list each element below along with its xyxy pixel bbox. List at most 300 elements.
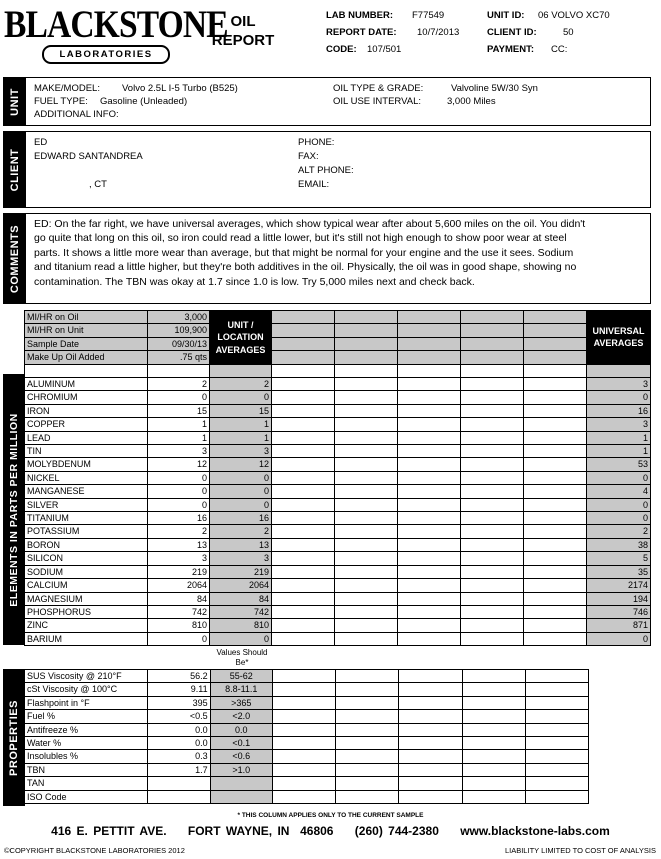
blank-cell <box>335 324 398 337</box>
universal-average-header: UNIVERSAL AVERAGES <box>587 311 651 365</box>
element-universal-average: 0 <box>587 471 651 484</box>
property-value: 9.11 <box>148 683 210 696</box>
blank-cell <box>399 710 462 723</box>
element-value: 13 <box>148 538 210 551</box>
property-value: 0.0 <box>148 723 210 736</box>
element-row <box>25 605 651 618</box>
property-name: Antifreeze % <box>25 723 148 736</box>
property-should-be <box>210 777 272 790</box>
code-label: CODE: <box>326 44 357 55</box>
blank-cell <box>335 565 398 578</box>
blank-cell <box>336 710 399 723</box>
element-universal-average: 0 <box>587 498 651 511</box>
blank-cell <box>524 391 587 404</box>
phone-label: PHONE: <box>298 137 335 148</box>
blank-cell <box>398 324 461 337</box>
blank-cell <box>398 391 461 404</box>
blank-cell <box>272 525 335 538</box>
element-value: 0 <box>148 632 210 645</box>
element-unit-average: 1 <box>210 418 272 431</box>
blank-cell <box>272 351 335 364</box>
property-name: SUS Viscosity @ 210°F <box>25 670 148 683</box>
element-unit-average: 219 <box>210 565 272 578</box>
elements-section <box>3 310 649 645</box>
element-unit-average: 0 <box>210 632 272 645</box>
blank-cell <box>336 696 399 709</box>
blank-cell <box>272 592 335 605</box>
blank-cell <box>272 498 335 511</box>
element-row <box>25 378 651 391</box>
property-row <box>25 763 589 776</box>
blank-cell <box>398 632 461 645</box>
blank-cell <box>272 565 335 578</box>
liability-note: LIABILITY LIMITED TO COST OF ANALYSIS <box>504 846 656 855</box>
element-universal-average: 194 <box>587 592 651 605</box>
element-value: 0 <box>148 391 210 404</box>
blank-cell <box>335 404 398 417</box>
element-row <box>25 579 651 592</box>
blank-cell <box>272 404 335 417</box>
blank-cell <box>398 565 461 578</box>
client-tab: CLIENT <box>4 132 26 207</box>
blank-cell <box>272 632 335 645</box>
blank-cell <box>272 605 335 618</box>
lab-number-label: LAB NUMBER: <box>326 10 394 21</box>
blank-cell <box>399 683 462 696</box>
blank-cell <box>462 790 525 803</box>
element-unit-average: 0 <box>210 498 272 511</box>
property-should-be: <0.1 <box>210 737 272 750</box>
blank-cell <box>148 364 210 377</box>
element-name: COPPER <box>25 418 148 431</box>
property-should-be: 8.8-11.1 <box>210 683 272 696</box>
blank-cell <box>525 696 588 709</box>
client-location: , CT <box>89 179 107 190</box>
blank-cell <box>336 750 399 763</box>
blank-cell <box>210 364 272 377</box>
blank-cell <box>398 364 461 377</box>
property-row <box>25 737 589 750</box>
element-name: BARIUM <box>25 632 148 645</box>
property-should-be: 55-62 <box>210 670 272 683</box>
element-name: NICKEL <box>25 471 148 484</box>
element-unit-average: 2064 <box>210 579 272 592</box>
sample-row <box>25 337 651 350</box>
property-should-be <box>210 790 272 803</box>
oil-interval-value: 3,000 Miles <box>447 96 496 107</box>
blank-cell <box>524 458 587 471</box>
element-unit-average: 0 <box>210 391 272 404</box>
element-row <box>25 592 651 605</box>
blank-cell <box>461 498 524 511</box>
unit-id-label: UNIT ID: <box>487 10 525 21</box>
blank-cell <box>272 790 335 803</box>
element-universal-average: 1 <box>587 431 651 444</box>
blank-cell <box>272 683 335 696</box>
blank-cell <box>272 471 335 484</box>
element-universal-average: 5 <box>587 552 651 565</box>
element-value: 2064 <box>148 579 210 592</box>
blank-cell <box>399 763 462 776</box>
blank-cell <box>524 498 587 511</box>
blank-cell <box>587 364 651 377</box>
blank-cell <box>461 337 524 350</box>
client-full-name: EDWARD SANTANDREA <box>34 151 143 162</box>
properties-section <box>3 648 649 806</box>
element-unit-average: 1 <box>210 431 272 444</box>
blank-cell <box>335 579 398 592</box>
element-name: IRON <box>25 404 148 417</box>
oil-type-value: Valvoline 5W/30 Syn <box>451 83 538 94</box>
make-model-label: MAKE/MODEL: <box>34 83 100 94</box>
sample-label: MI/HR on Unit <box>25 324 148 337</box>
blank-cell <box>398 538 461 551</box>
element-name: POTASSIUM <box>25 525 148 538</box>
blank-cell <box>398 619 461 632</box>
property-name: Insolubles % <box>25 750 148 763</box>
blank-cell <box>335 445 398 458</box>
blank-cell <box>461 485 524 498</box>
property-should-be: >365 <box>210 696 272 709</box>
additional-info-label: ADDITIONAL INFO: <box>34 109 119 120</box>
blank-cell <box>272 763 335 776</box>
code-value: 107/501 <box>367 44 402 55</box>
property-value: <0.5 <box>148 710 210 723</box>
footer-address: 416 E. PETTIT AVE. FORT WAYNE, IN 46806 (260) 744-2380 www.blackstone-labs.com <box>51 824 610 838</box>
blank-cell <box>461 445 524 458</box>
blank-cell <box>336 670 399 683</box>
element-row <box>25 498 651 511</box>
blank-cell <box>524 485 587 498</box>
blank-cell <box>335 552 398 565</box>
property-row <box>25 710 589 723</box>
blank-cell <box>272 378 335 391</box>
blank-cell <box>399 777 462 790</box>
element-value: 2 <box>148 525 210 538</box>
blank-cell <box>272 696 335 709</box>
blank-cell <box>272 552 335 565</box>
blank-cell <box>398 431 461 444</box>
blank-cell <box>462 737 525 750</box>
element-row <box>25 445 651 458</box>
element-value: 2 <box>148 378 210 391</box>
blank-cell <box>272 750 335 763</box>
element-value: 16 <box>148 512 210 525</box>
property-name: Fuel % <box>25 710 148 723</box>
copyright: ©COPYRIGHT BLACKSTONE LABORATORIES 2012 <box>4 846 185 855</box>
client-id-label: CLIENT ID: <box>487 27 537 38</box>
properties-table <box>24 669 589 804</box>
logo-subtitle: LABORATORIES <box>42 45 170 64</box>
blank-cell <box>462 710 525 723</box>
spacer-row <box>25 364 651 377</box>
sample-value: 3,000 <box>148 311 210 324</box>
blank-cell <box>461 458 524 471</box>
blank-cell <box>524 619 587 632</box>
element-unit-average: 810 <box>210 619 272 632</box>
blank-cell <box>398 418 461 431</box>
element-row <box>25 485 651 498</box>
oil-type-label: OIL TYPE & GRADE: <box>333 83 424 94</box>
blank-cell <box>272 710 335 723</box>
element-unit-average: 16 <box>210 512 272 525</box>
blank-cell <box>335 431 398 444</box>
element-universal-average: 16 <box>587 404 651 417</box>
blackstone-logo <box>4 3 228 64</box>
element-universal-average: 53 <box>587 458 651 471</box>
element-value: 0 <box>148 485 210 498</box>
blank-cell <box>335 498 398 511</box>
make-model-value: Volvo 2.5L I-5 Turbo (B525) <box>122 83 238 94</box>
blank-cell <box>272 737 335 750</box>
element-universal-average: 0 <box>587 391 651 404</box>
blank-cell <box>524 579 587 592</box>
blank-cell <box>398 378 461 391</box>
blank-cell <box>398 471 461 484</box>
element-unit-average: 2 <box>210 378 272 391</box>
blank-cell <box>398 351 461 364</box>
elements-tab: ELEMENTS IN PARTS PER MILLION <box>3 374 25 645</box>
blank-cell <box>398 445 461 458</box>
blank-cell <box>335 458 398 471</box>
alt-phone-label: ALT PHONE: <box>298 165 354 176</box>
fuel-type-label: FUEL TYPE: <box>34 96 88 107</box>
sample-label: Sample Date <box>25 337 148 350</box>
blank-cell <box>462 683 525 696</box>
element-name: MOLYBDENUM <box>25 458 148 471</box>
blank-cell <box>461 512 524 525</box>
element-row <box>25 525 651 538</box>
property-value <box>148 790 210 803</box>
element-row <box>25 431 651 444</box>
blank-cell <box>398 498 461 511</box>
blank-cell <box>272 777 335 790</box>
property-row <box>25 683 589 696</box>
element-row <box>25 512 651 525</box>
element-universal-average: 3 <box>587 418 651 431</box>
element-value: 15 <box>148 404 210 417</box>
blank-cell <box>462 696 525 709</box>
element-value: 1 <box>148 431 210 444</box>
blank-cell <box>524 592 587 605</box>
element-universal-average: 871 <box>587 619 651 632</box>
sample-value: 09/30/13 <box>148 337 210 350</box>
element-name: SILICON <box>25 552 148 565</box>
blank-cell <box>461 311 524 324</box>
blank-cell <box>462 763 525 776</box>
blank-cell <box>272 619 335 632</box>
properties-tab: PROPERTIES <box>3 669 25 806</box>
blank-cell <box>524 605 587 618</box>
element-name: TIN <box>25 445 148 458</box>
blank-cell <box>272 512 335 525</box>
blank-cell <box>461 364 524 377</box>
element-value: 3 <box>148 445 210 458</box>
blank-cell <box>335 378 398 391</box>
element-row <box>25 418 651 431</box>
blank-cell <box>335 311 398 324</box>
blank-cell <box>336 790 399 803</box>
blank-cell <box>335 485 398 498</box>
blank-cell <box>272 431 335 444</box>
blank-cell <box>525 710 588 723</box>
element-name: ZINC <box>25 619 148 632</box>
blank-cell <box>461 471 524 484</box>
oil-interval-label: OIL USE INTERVAL: <box>333 96 421 107</box>
blank-cell <box>524 565 587 578</box>
blank-cell <box>272 458 335 471</box>
blank-cell <box>335 632 398 645</box>
blank-cell <box>398 337 461 350</box>
element-unit-average: 0 <box>210 471 272 484</box>
blank-cell <box>461 619 524 632</box>
blank-cell <box>461 378 524 391</box>
property-should-be: 0.0 <box>210 723 272 736</box>
property-row <box>25 696 589 709</box>
blank-cell <box>525 737 588 750</box>
blank-cell <box>272 311 335 324</box>
element-name: SODIUM <box>25 565 148 578</box>
blank-cell <box>462 777 525 790</box>
blank-cell <box>524 525 587 538</box>
blank-cell <box>399 696 462 709</box>
blank-cell <box>335 337 398 350</box>
report-date-label: REPORT DATE: <box>326 27 397 38</box>
element-row <box>25 565 651 578</box>
blank-cell <box>25 364 148 377</box>
blank-cell <box>398 525 461 538</box>
sample-row <box>25 351 651 364</box>
blank-cell <box>398 404 461 417</box>
blank-cell <box>524 311 587 324</box>
property-row <box>25 723 589 736</box>
element-value: 0 <box>148 471 210 484</box>
blank-cell <box>461 418 524 431</box>
element-value: 1 <box>148 418 210 431</box>
blank-cell <box>524 351 587 364</box>
element-name: LEAD <box>25 431 148 444</box>
element-unit-average: 84 <box>210 592 272 605</box>
blank-cell <box>399 790 462 803</box>
property-value: 0.3 <box>148 750 210 763</box>
sample-row <box>25 324 651 337</box>
payment-value: CC: <box>551 44 568 55</box>
element-row <box>25 619 651 632</box>
element-name: MANGANESE <box>25 485 148 498</box>
blank-cell <box>461 579 524 592</box>
lab-number-value: F77549 <box>412 10 445 21</box>
blank-cell <box>525 683 588 696</box>
report-title: OIL REPORT <box>211 13 275 49</box>
property-name: cSt Viscosity @ 100°C <box>25 683 148 696</box>
blank-cell <box>524 512 587 525</box>
blank-cell <box>398 579 461 592</box>
property-name: Water % <box>25 737 148 750</box>
property-name: TAN <box>25 777 148 790</box>
blank-cell <box>272 670 335 683</box>
sample-label: MI/HR on Oil <box>25 311 148 324</box>
property-value: 1.7 <box>148 763 210 776</box>
property-row <box>25 670 589 683</box>
comments-section <box>3 213 651 304</box>
sample-row <box>25 311 651 324</box>
blank-cell <box>461 565 524 578</box>
blank-cell <box>524 378 587 391</box>
blank-cell <box>525 790 588 803</box>
blank-cell <box>461 404 524 417</box>
blank-cell <box>398 592 461 605</box>
blank-cell <box>335 538 398 551</box>
footer-note: * THIS COLUMN APPLIES ONLY TO THE CURRENT SAMPLE <box>237 812 424 819</box>
element-name: PHOSPHORUS <box>25 605 148 618</box>
blank-cell <box>398 458 461 471</box>
element-universal-average: 746 <box>587 605 651 618</box>
element-value: 12 <box>148 458 210 471</box>
element-row <box>25 404 651 417</box>
element-row <box>25 632 651 645</box>
blank-cell <box>335 471 398 484</box>
blank-cell <box>336 763 399 776</box>
blank-cell <box>399 737 462 750</box>
element-row <box>25 458 651 471</box>
blank-cell <box>272 324 335 337</box>
element-row <box>25 391 651 404</box>
logo-wordmark: BLACKSTONE <box>4 3 228 46</box>
blank-cell <box>335 418 398 431</box>
blank-cell <box>461 605 524 618</box>
element-unit-average: 3 <box>210 552 272 565</box>
blank-cell <box>524 445 587 458</box>
element-value: 0 <box>148 498 210 511</box>
element-universal-average: 4 <box>587 485 651 498</box>
blank-cell <box>524 538 587 551</box>
element-name: BORON <box>25 538 148 551</box>
sample-value: 109,900 <box>148 324 210 337</box>
blank-cell <box>461 552 524 565</box>
blank-cell <box>272 337 335 350</box>
blank-cell <box>524 431 587 444</box>
element-name: CHROMIUM <box>25 391 148 404</box>
blank-cell <box>336 777 399 790</box>
blank-cell <box>525 763 588 776</box>
property-name: Flashpoint in °F <box>25 696 148 709</box>
element-universal-average: 3 <box>587 378 651 391</box>
blank-cell <box>524 404 587 417</box>
element-value: 810 <box>148 619 210 632</box>
elements-table <box>24 310 651 646</box>
blank-cell <box>461 351 524 364</box>
element-unit-average: 13 <box>210 538 272 551</box>
element-value: 3 <box>148 552 210 565</box>
blank-cell <box>335 351 398 364</box>
element-unit-average: 15 <box>210 404 272 417</box>
client-section <box>3 131 651 208</box>
client-id-value: 50 <box>563 27 574 38</box>
payment-label: PAYMENT: <box>487 44 534 55</box>
blank-cell <box>336 723 399 736</box>
element-row <box>25 538 651 551</box>
blank-cell <box>461 592 524 605</box>
comments-text: ED: On the far right, we have universal averages, which show typical wear after about 5,600 miles on the oil. You didn't go quite that long on this oil, so iron could read a little lower, but it's still not high enough to show poor wear at steel parts. It shows a little more wear than average, but that might be normal for your engine and the use it sees. Sodium and titanium read a little higher, but they're both additives in the oil. Physically, the oil was in good shape, showing no contamination. The TBN was okay at 1.7 since 1.0 is low. Try 5,000 miles next and check back. <box>34 218 586 288</box>
element-row <box>25 471 651 484</box>
blank-cell <box>461 538 524 551</box>
blank-cell <box>336 737 399 750</box>
blank-cell <box>272 445 335 458</box>
unit-section <box>3 77 651 126</box>
blank-cell <box>272 485 335 498</box>
blank-cell <box>335 592 398 605</box>
blank-cell <box>525 777 588 790</box>
